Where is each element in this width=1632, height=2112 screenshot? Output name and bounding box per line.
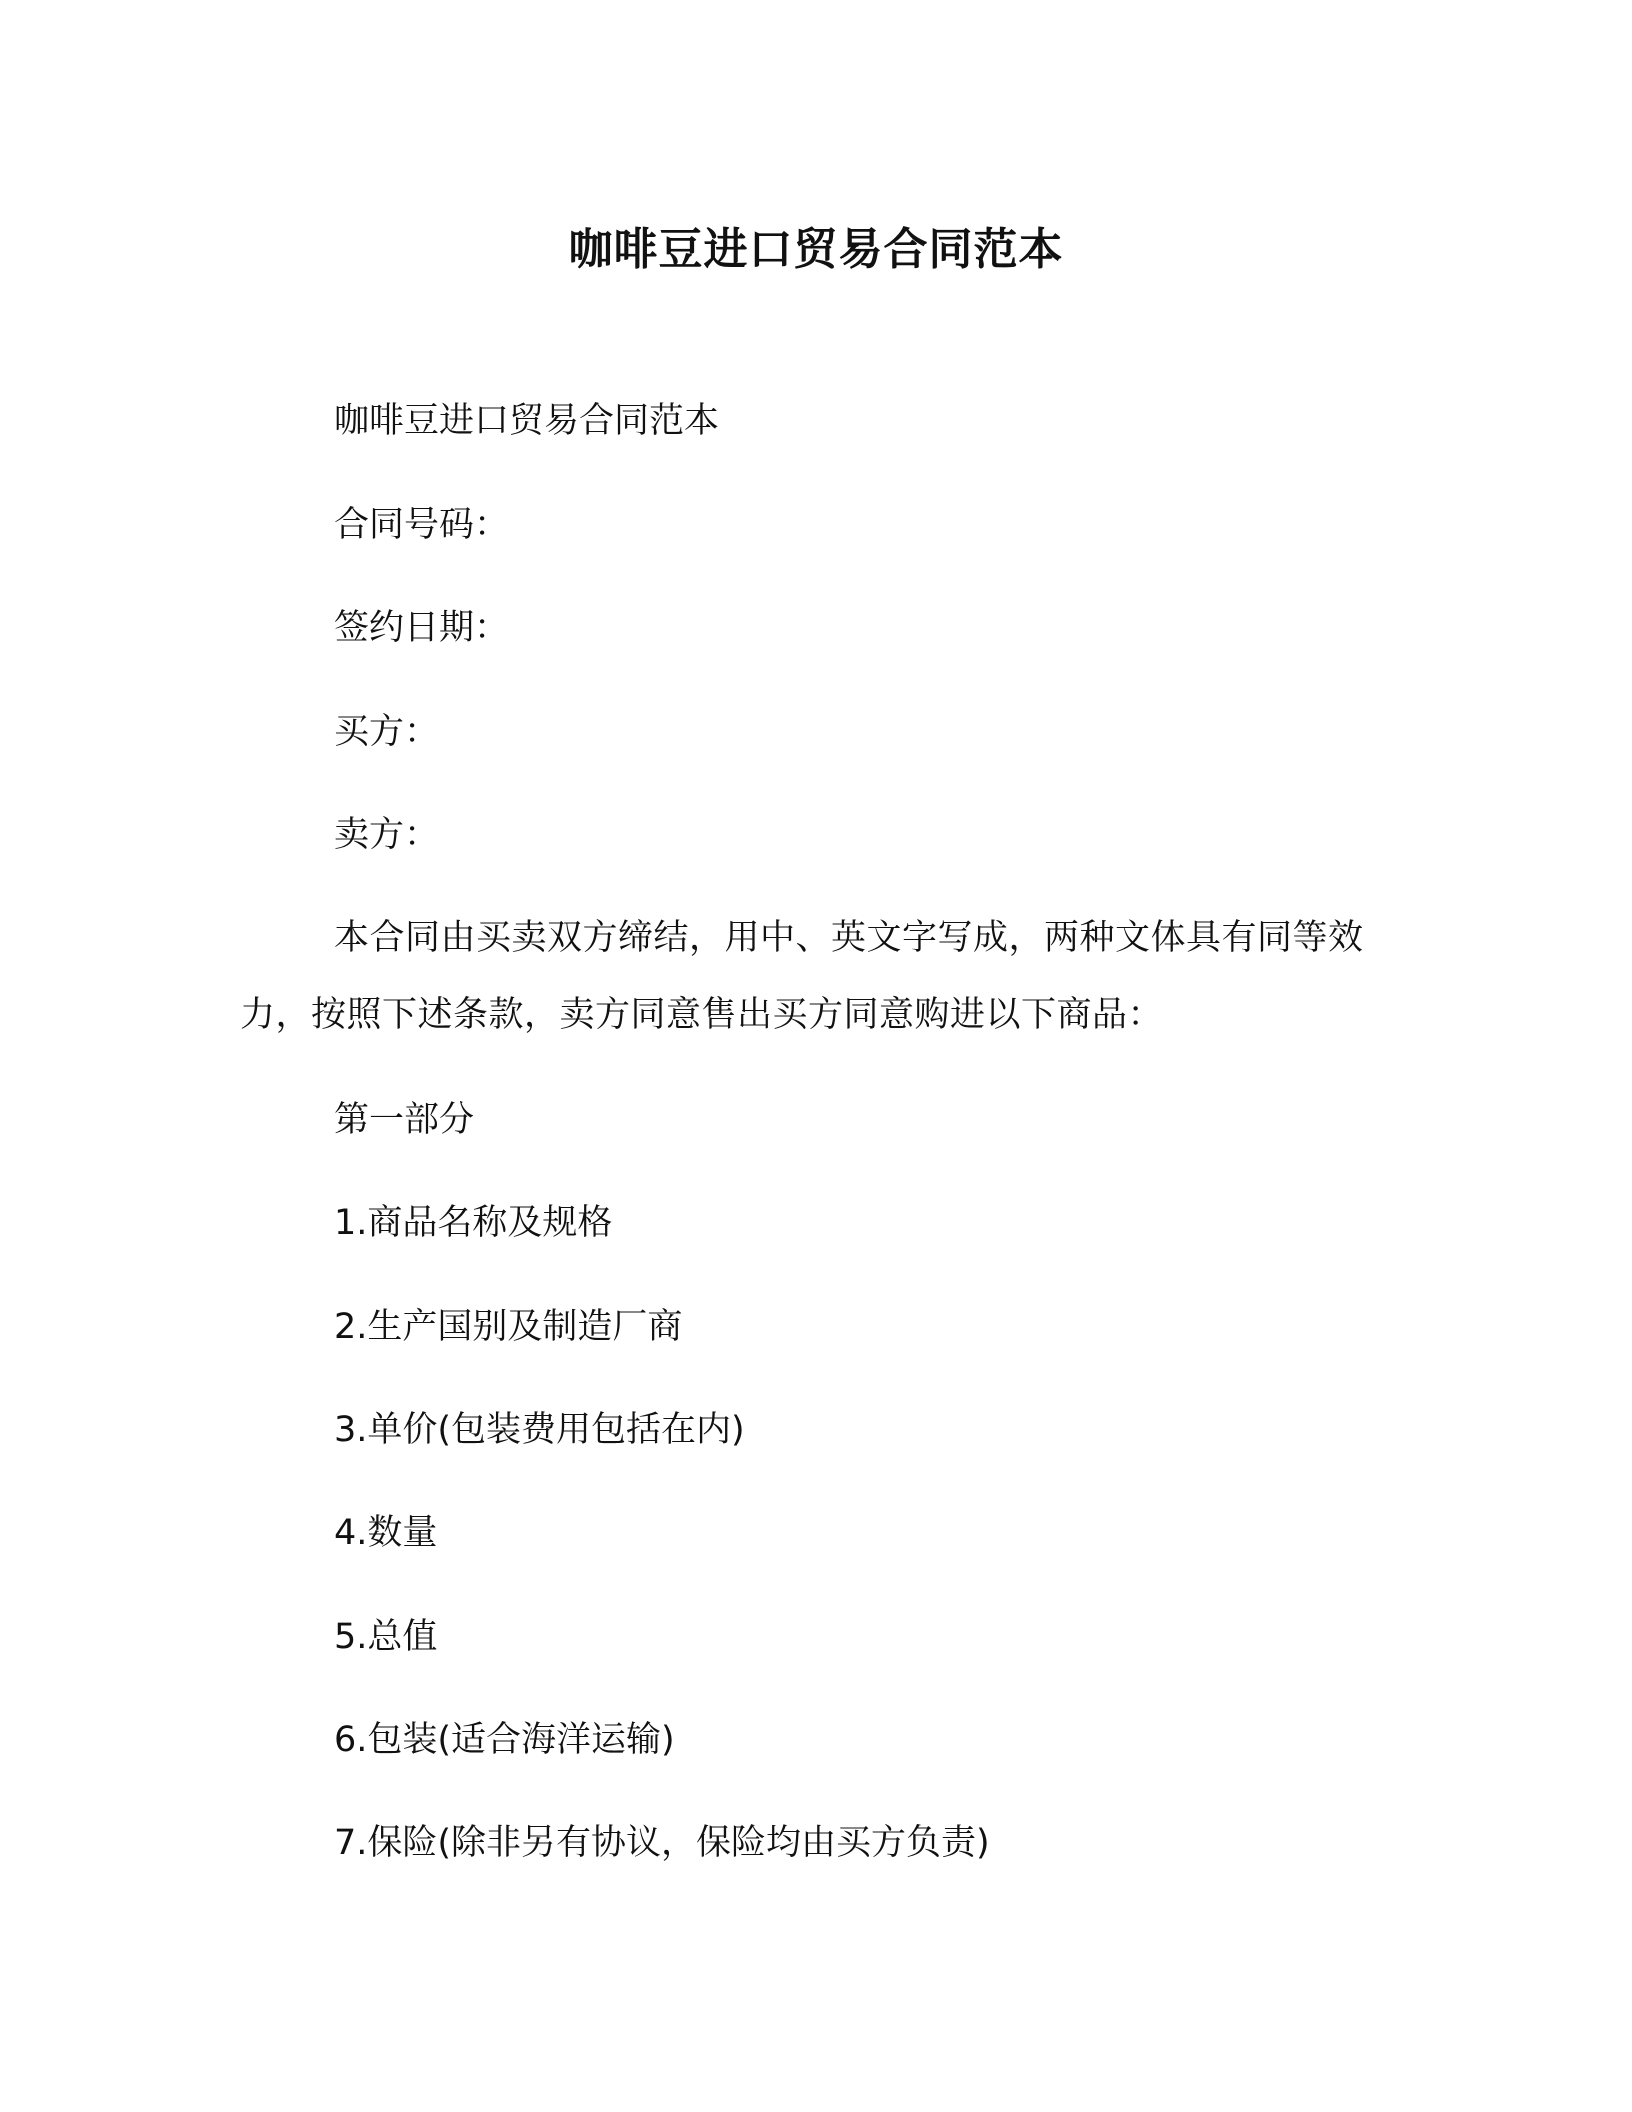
list-item: 5.总值 <box>334 1617 438 1657</box>
list-item: 2.生产国别及制造厂商 <box>334 1307 683 1347</box>
subtitle-line: 咖啡豆进口贸易合同范本 <box>334 401 720 441</box>
list-item: 6.包装(适合海洋运输) <box>334 1720 675 1760</box>
list-item: 1.商品名称及规格 <box>334 1203 613 1243</box>
buyer-line: 买方： <box>334 712 440 752</box>
section-heading: 第一部分 <box>334 1100 475 1140</box>
signing-date-line: 签约日期： <box>334 608 510 648</box>
list-item: 3.单价(包装费用包括在内) <box>334 1410 745 1450</box>
list-item: 7.保险(除非另有协议，保险均由买方负责) <box>334 1823 990 1863</box>
list-item: 4.数量 <box>334 1513 438 1553</box>
seller-line: 卖方： <box>334 815 440 855</box>
document-title: 咖啡豆进口贸易合同范本 <box>568 224 1064 275</box>
contract-number-line: 合同号码： <box>334 505 510 545</box>
intro-paragraph: 本合同由买卖双方缔结，用中、英文字写成，两种文体具有同等效力，按照下述条款，卖方同意售出买方同意购进以下商品： <box>240 918 1364 1035</box>
